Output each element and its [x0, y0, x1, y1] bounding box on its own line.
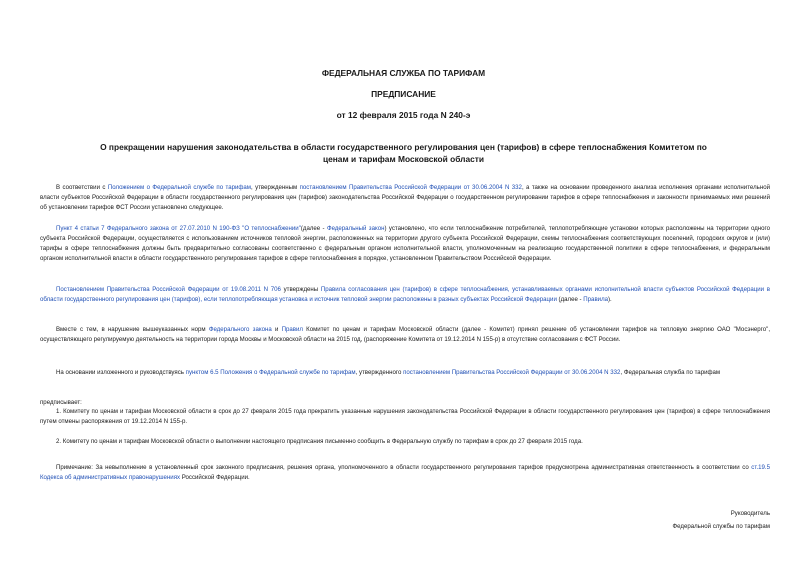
text-segment: В соответствии с — [56, 184, 108, 191]
text-segment: утверждены — [280, 286, 321, 293]
text-segment: Примечание: За невыполнение в установленный срок законного предписания, решения органа, уполномоченного в области государственного регулирования тарифов предусмотрена административная ответственность в соответствии со — [56, 464, 752, 471]
text-segment: , Федеральная служба по тарифам — [620, 369, 721, 376]
text-segment: Комитет по ценам и тарифам Московской области (далее - Комитет) принял решение об установлении тарифов на тепловую энергию ОАО "Мосэнерго", осуществляющего регулируемую деятельность на территории города Москвы и Московской области на 2015 год, (распоряжение Комитета от 19.12.2014 N 155-р) в отсутствие согласования с ФСТ России. — [40, 326, 771, 343]
text-segment: , утвержденного — [355, 369, 404, 376]
link-administrative-code[interactable]: ст.19.5 Кодекса об административных правонарушениях — [40, 464, 770, 481]
link-federal-law-190[interactable]: Пункт 4 статьи 7 Федерального закона от 27.07.2010 N 190-ФЗ "О теплоснабжении" — [56, 225, 301, 232]
document-title: О прекращении нарушения законодательства в области государственного регулирования цен (тарифов) в сфере теплоснабжения Комитетом по ценам и тарифам Московской области — [100, 142, 707, 164]
document-date-number: от 12 февраля 2015 года N 240-э — [336, 110, 471, 120]
text-segment: На основании изложенного и руководствуясь — [56, 369, 186, 376]
document-kind-heading: ПРЕДПИСАНИЕ — [371, 89, 436, 99]
link-rules-ref[interactable]: Правил — [281, 326, 303, 333]
text-segment: Вместе с тем, в нарушение вышеуказанных норм — [56, 326, 209, 333]
link-government-decree-706[interactable]: Постановлением Правительства Российской Федерации от 19.08.2011 N 706 — [56, 286, 281, 293]
paragraph-basis — [40, 183, 770, 213]
text-segment: , а также на основании проведенного анализа исполнения органами исполнительной власти субъектов Российской Федерации в области государственного регулирования цен (тарифов) законодательства Российской Федерации о государственном регулировании тарифов в сфере теплоснабжения и законности принимаемых ими решений об установлении тарифов ФСТ России установлено следующее. — [40, 184, 771, 211]
paragraph-grounds — [40, 368, 770, 378]
text-segment: Российской Федерации. — [180, 473, 250, 481]
paragraph-violation — [40, 325, 770, 345]
paragraph-rules — [40, 285, 770, 305]
agency-heading: ФЕДЕРАЛЬНАЯ СЛУЖБА ПО ТАРИФАМ — [321, 68, 486, 78]
text-segment: и — [271, 326, 282, 333]
link-federal-law-ref[interactable]: Федерального закона — [208, 326, 272, 333]
text-segment: ) установлено, что если теплоснабжение потребителей, теплопотребляющие установки которых расположены на территории одного субъекта Российской Федерации, осуществляется с использованием источников тепловой энергии, расположенных на территории другого субъекта Российской Федерации, схемы теплоснабжения соответствующих поселений, городских округов и (или) тарифы в сфере теплоснабжения должны быть предварительно согласованы соответственно с федеральным органом исполнительной власти, уполномоченным на реализацию государственной политики в сфере теплоснабжения, и федеральным органом исполнительной власти в области государственного регулирования тарифов в сфере теплоснабжения в порядке, установленном Правительством Российской Федерации. — [40, 225, 771, 262]
text-segment: (далее - — [300, 225, 327, 232]
link-rules[interactable]: Правила — [583, 295, 609, 303]
paragraph-law-provision — [40, 224, 770, 264]
text-segment: ). — [608, 295, 612, 303]
text-segment: (далее - — [556, 295, 584, 303]
text-segment: , утвержденным — [251, 184, 300, 191]
paragraph-prescribes: предписывает: — [40, 399, 82, 406]
paragraph-item-1: 1. Комитету по ценам и тарифам Московской области в срок до 27 февраля 2015 года прекратить указанные нарушения законодательства Российской Федерации в области государственного регулирования цен (тарифов) в сфере теплоснабжения путем отмены распоряжения от 19.12.2014 N 155-р. — [40, 408, 770, 425]
paragraph-item-2: 2. Комитету по ценам и тарифам Московской области о выполнении настоящего предписания письменно сообщить в Федеральную службу по тарифам в срок до 27 февраля 2015 года. — [56, 438, 583, 445]
link-clause-6-5[interactable]: пунктом 6.5 Положения о Федеральной службе по тарифам — [185, 369, 356, 376]
signature-organization: Федеральной службы по тарифам — [672, 523, 770, 530]
link-federal-law[interactable]: Федеральный закон — [326, 225, 385, 232]
paragraph-note — [40, 463, 770, 483]
link-government-decree-332[interactable]: постановлением Правительства Российской Федерации от 30.06.2004 N 332 — [299, 184, 522, 191]
link-government-decree-332-ref[interactable]: постановлением Правительства Российской Федерации от 30.06.2004 N 332 — [403, 369, 621, 376]
link-approval-rules[interactable]: Правила согласования цен (тарифов) в сфере теплоснабжения, устанавливаемых органами исполнительной власти субъектов Российской Федерации в области государственного регулирования цен (тарифов), если теплопотребляющая установка и источник тепловой энергии расположены в разных субъектах Российской Федерации — [40, 286, 770, 303]
link-fst-regulation[interactable]: Положением о Федеральной службе по тарифам — [107, 184, 251, 191]
signature-title: Руководитель — [730, 510, 770, 517]
